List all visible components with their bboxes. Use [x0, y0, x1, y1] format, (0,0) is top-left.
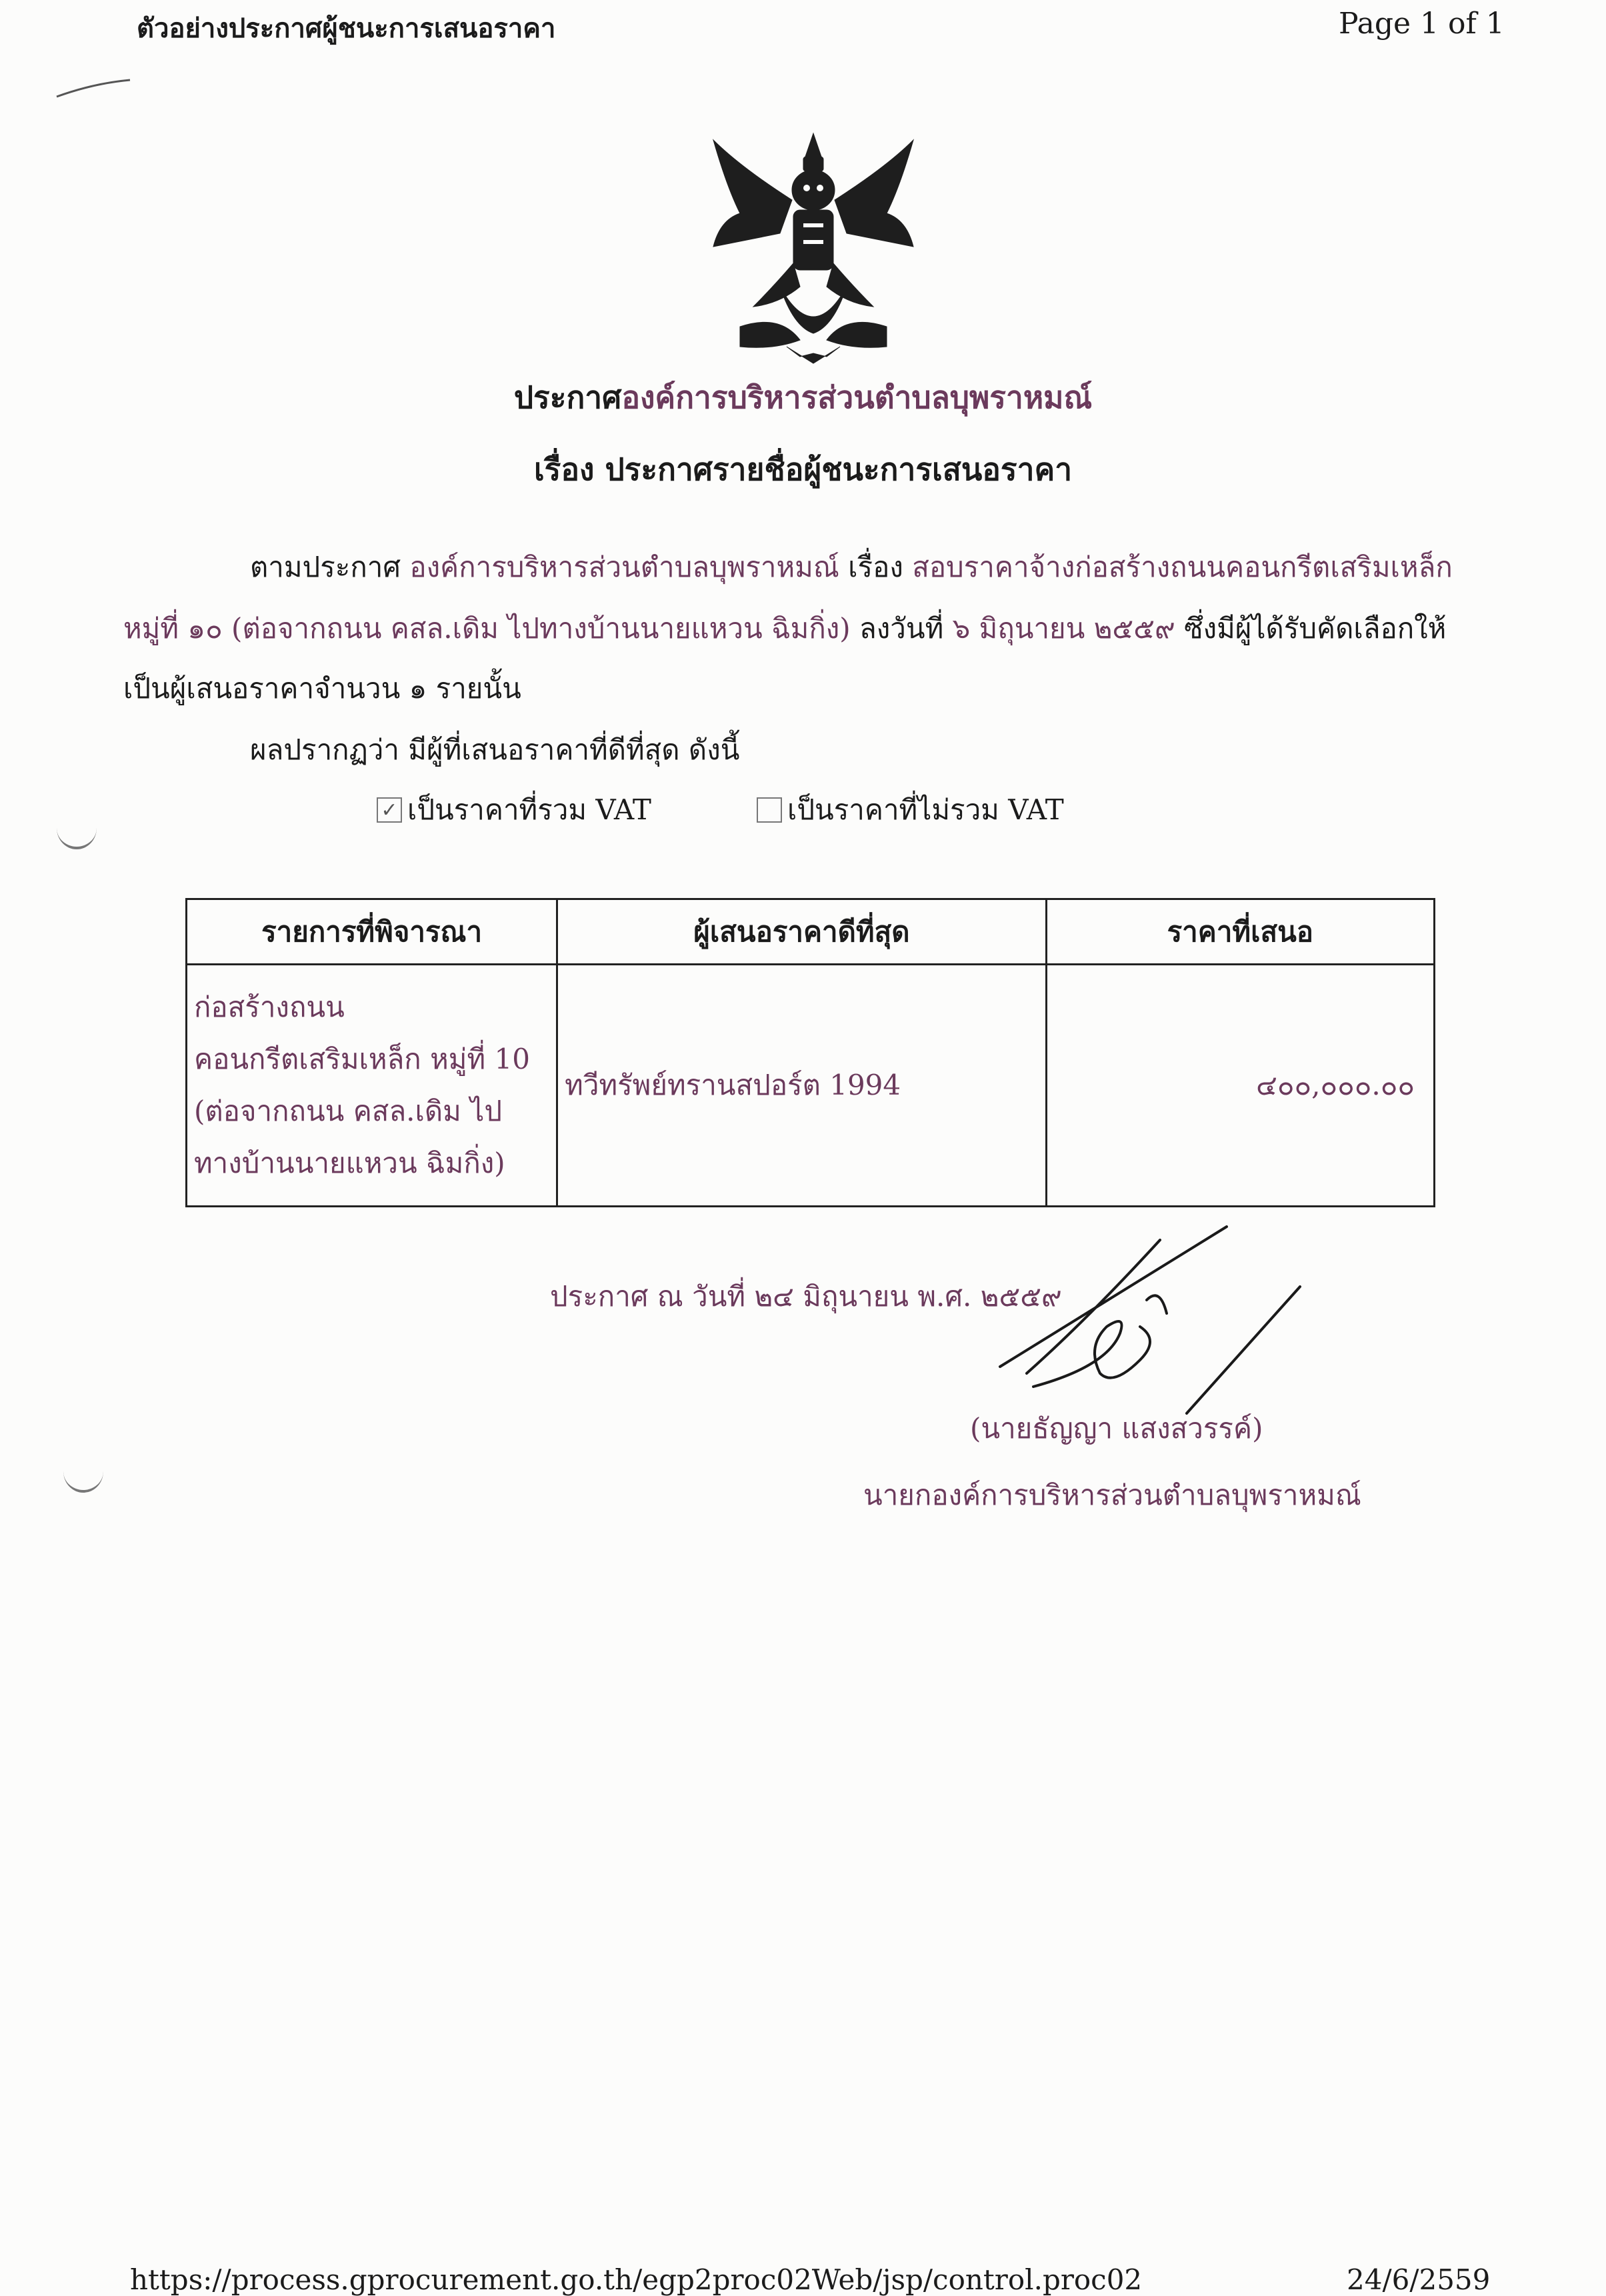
project-title: สอบราคาจ้างก่อสร้างถนนคอนกรีตเสริมเหล็ก — [912, 551, 1453, 583]
body-text-segment: ซึ่งมีผู้ได้รับคัดเลือกให้ — [1175, 612, 1447, 645]
page-indicator: Page 1 of 1 — [1339, 7, 1505, 41]
vat-excluded-checkbox[interactable] — [757, 797, 782, 823]
body-line-2 — [123, 607, 1446, 651]
price-cell: ๔๐๐,๐๐๐.๐๐ — [1046, 965, 1434, 1207]
organization-name: องค์การบริหารส่วนตำบลบุพราหมณ์ — [621, 379, 1093, 415]
bidder-cell: ทวีทรัพย์ทรานสปอร์ต 1994 — [557, 965, 1046, 1207]
footer-date: 24/6/2559 — [1347, 2263, 1491, 2296]
column-header-item: รายการที่พิจารณา — [187, 899, 557, 965]
body-text-segment: ลงวันที่ — [850, 612, 953, 645]
winner-table — [185, 898, 1435, 1207]
column-header-price: ราคาที่เสนอ — [1046, 899, 1434, 965]
vat-included-checkbox[interactable]: ✓ — [377, 797, 402, 823]
announcement-date-prefix: ประกาศ ณ วันที่ — [550, 1280, 755, 1313]
vat-excluded-label: เป็นราคาที่ไม่รวม VAT — [787, 793, 1064, 826]
vat-included-label: เป็นราคาที่รวม VAT — [407, 793, 651, 826]
body-org-name: องค์การบริหารส่วนตำบลบุพราหมณ์ — [409, 551, 839, 583]
body-text-segment: เรื่อง — [839, 551, 913, 583]
handwritten-signature — [987, 1213, 1307, 1433]
project-location: หมู่ที่ ๑๐ (ต่อจากถนน คสล.เดิม ไปทางบ้านนายแหวน ฉิมกิ่ง) — [123, 612, 851, 645]
body-text-segment: ตามประกาศ — [250, 551, 410, 583]
garuda-emblem-icon — [700, 127, 927, 367]
body-line-3: เป็นผู้เสนอราคาจำนวน ๑ รายนั้น — [123, 672, 521, 705]
vat-excluded-option[interactable] — [757, 788, 1064, 832]
table-header-row — [187, 899, 1435, 965]
signer-name: (นายธัญญา แสงสวรรค์) — [970, 1412, 1263, 1445]
announcement-subject: เรื่อง ประกาศรายชื่อผู้ชนะการเสนอราคา — [533, 451, 1073, 487]
signer-position: นายกองค์การบริหารส่วนตำบลบุพราหมณ์ — [863, 1479, 1361, 1511]
column-header-bidder: ผู้เสนอราคาดีที่สุด — [557, 899, 1046, 965]
punch-hole — [63, 1450, 103, 1493]
body-line-1 — [250, 545, 1453, 589]
punch-hole — [57, 807, 97, 849]
item-description: ก่อสร้างถนนคอนกรีตเสริมเหล็ก หมู่ที่ 10 (ต่อจากถนน คสล.เดิม ไปทางบ้านนายแหวน ฉิมกิ่ง) — [194, 991, 530, 1179]
announcement-title-prefix: ประกาศ — [513, 379, 622, 415]
vat-included-option[interactable] — [377, 788, 651, 832]
footer-url: https://process.gprocurement.go.th/egp2proc02Web/jsp/control.proc02 — [130, 2263, 1143, 2296]
table-row — [187, 965, 1435, 1207]
item-cell — [187, 965, 557, 1207]
document-header-title: ตัวอย่างประกาศผู้ชนะการเสนอราคา — [137, 13, 556, 44]
scratch-mark — [53, 77, 133, 103]
announcement-date-value: ๒๔ มิถุนายน พ.ศ. ๒๕๕๙ — [754, 1280, 1062, 1313]
announcement-title — [0, 373, 1606, 422]
body-line-4: ผลปรากฏว่า มีผู้ที่เสนอราคาที่ดีที่สุด ดังนี้ — [250, 733, 740, 766]
project-date: ๖ มิถุนายน ๒๕๕๙ — [952, 612, 1175, 645]
announcement-date — [550, 1275, 1062, 1319]
